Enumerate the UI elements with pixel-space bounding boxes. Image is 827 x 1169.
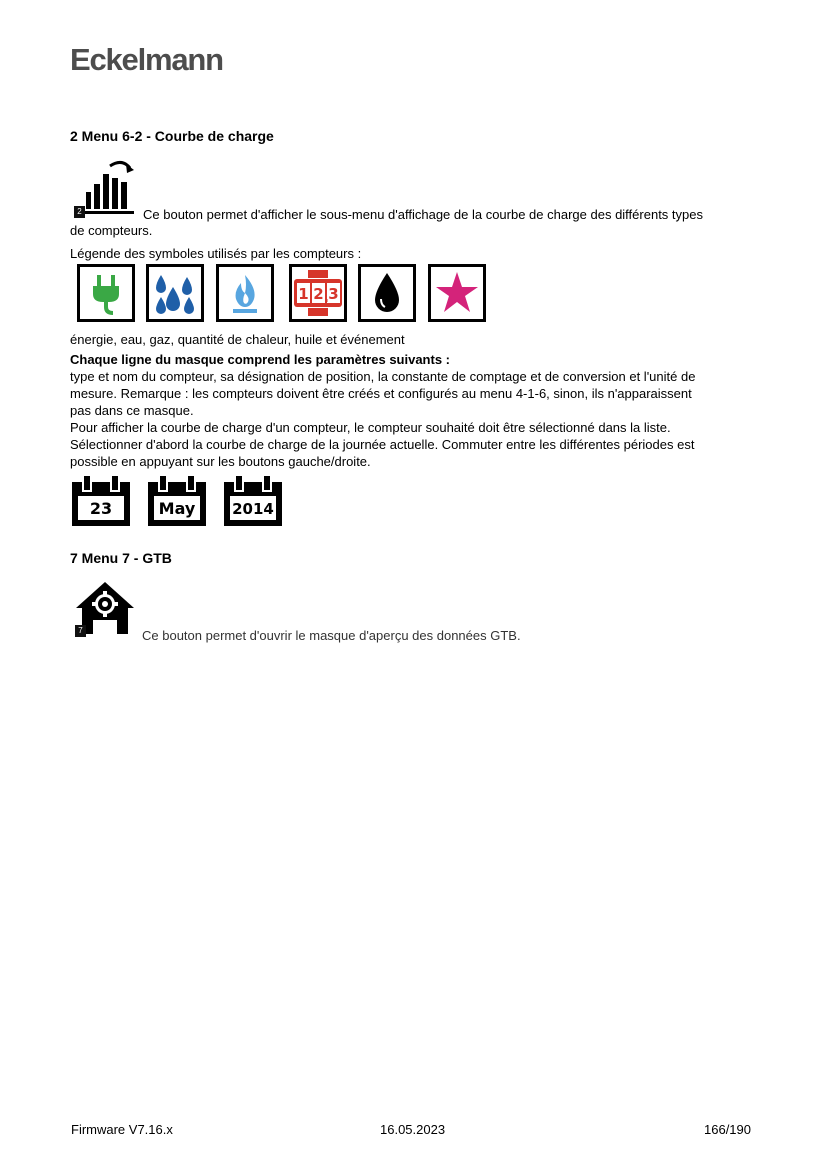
- params-line: possible en appuyant sur les boutons gauche/droite.: [70, 454, 371, 469]
- gtb-button[interactable]: [74, 580, 136, 640]
- calendar-month-button[interactable]: [148, 474, 206, 528]
- footer-firmware: Firmware V7.16.x: [71, 1122, 173, 1137]
- params-line: Sélectionner d'abord la courbe de charge de la journée actuelle. Commuter entre les différentes périodes est: [70, 437, 695, 452]
- water-drops-icon: [146, 264, 204, 322]
- params-line: mesure. Remarque : les compteurs doivent être créés et configurés au menu 4-1-6, sinon, ils n'apparaissent: [70, 386, 692, 401]
- params-heading: Chaque ligne du masque comprend les paramètres suivants :: [70, 352, 450, 367]
- params-line: Pour afficher la courbe de charge d'un compteur, le compteur souhaité doit être sélectionné dans la liste.: [70, 420, 671, 435]
- legend-caption: énergie, eau, gaz, quantité de chaleur, huile et événement: [70, 332, 405, 347]
- calendar-day-button[interactable]: [72, 474, 130, 528]
- svg-text:1: 1: [298, 285, 309, 303]
- heat-meter-icon: [289, 264, 347, 322]
- footer-page-number: 166/190: [704, 1122, 751, 1137]
- footer-date: 16.05.2023: [380, 1122, 446, 1137]
- svg-text:2: 2: [313, 285, 324, 303]
- menu-badge: 7: [75, 625, 86, 637]
- button-description-line1: Ce bouton permet d'afficher le sous-menu d'affichage de la courbe de charge des différents types: [143, 207, 703, 222]
- section-heading-menu-7: 7 Menu 7 - GTB: [70, 550, 172, 566]
- event-star-icon: [428, 264, 486, 322]
- plug-icon: [77, 264, 135, 322]
- load-curve-button[interactable]: [74, 158, 136, 220]
- button-description-line2: de compteurs.: [70, 223, 153, 238]
- gas-flame-icon: [216, 264, 274, 322]
- calendar-year-label: 2014: [232, 500, 274, 518]
- eckelmann-logo: Eckelmann: [70, 42, 223, 77]
- calendar-day-label: 23: [89, 499, 113, 518]
- gtb-button-description: Ce bouton permet d'ouvrir le masque d'aperçu des données GTB.: [142, 628, 521, 643]
- legend-intro: Légende des symboles utilisés par les compteurs :: [70, 246, 362, 261]
- calendar-month-label: May: [158, 499, 196, 518]
- params-line: type et nom du compteur, sa désignation de position, la constante de comptage et de conversion et l'unité de: [70, 369, 696, 384]
- oil-drop-icon: [358, 264, 416, 322]
- calendar-year-button[interactable]: [224, 474, 282, 528]
- section-heading-menu-6-2: 2 Menu 6-2 - Courbe de charge: [70, 128, 274, 144]
- svg-text:3: 3: [328, 285, 339, 303]
- params-line: pas dans ce masque.: [70, 403, 194, 418]
- menu-badge: 2: [74, 206, 85, 218]
